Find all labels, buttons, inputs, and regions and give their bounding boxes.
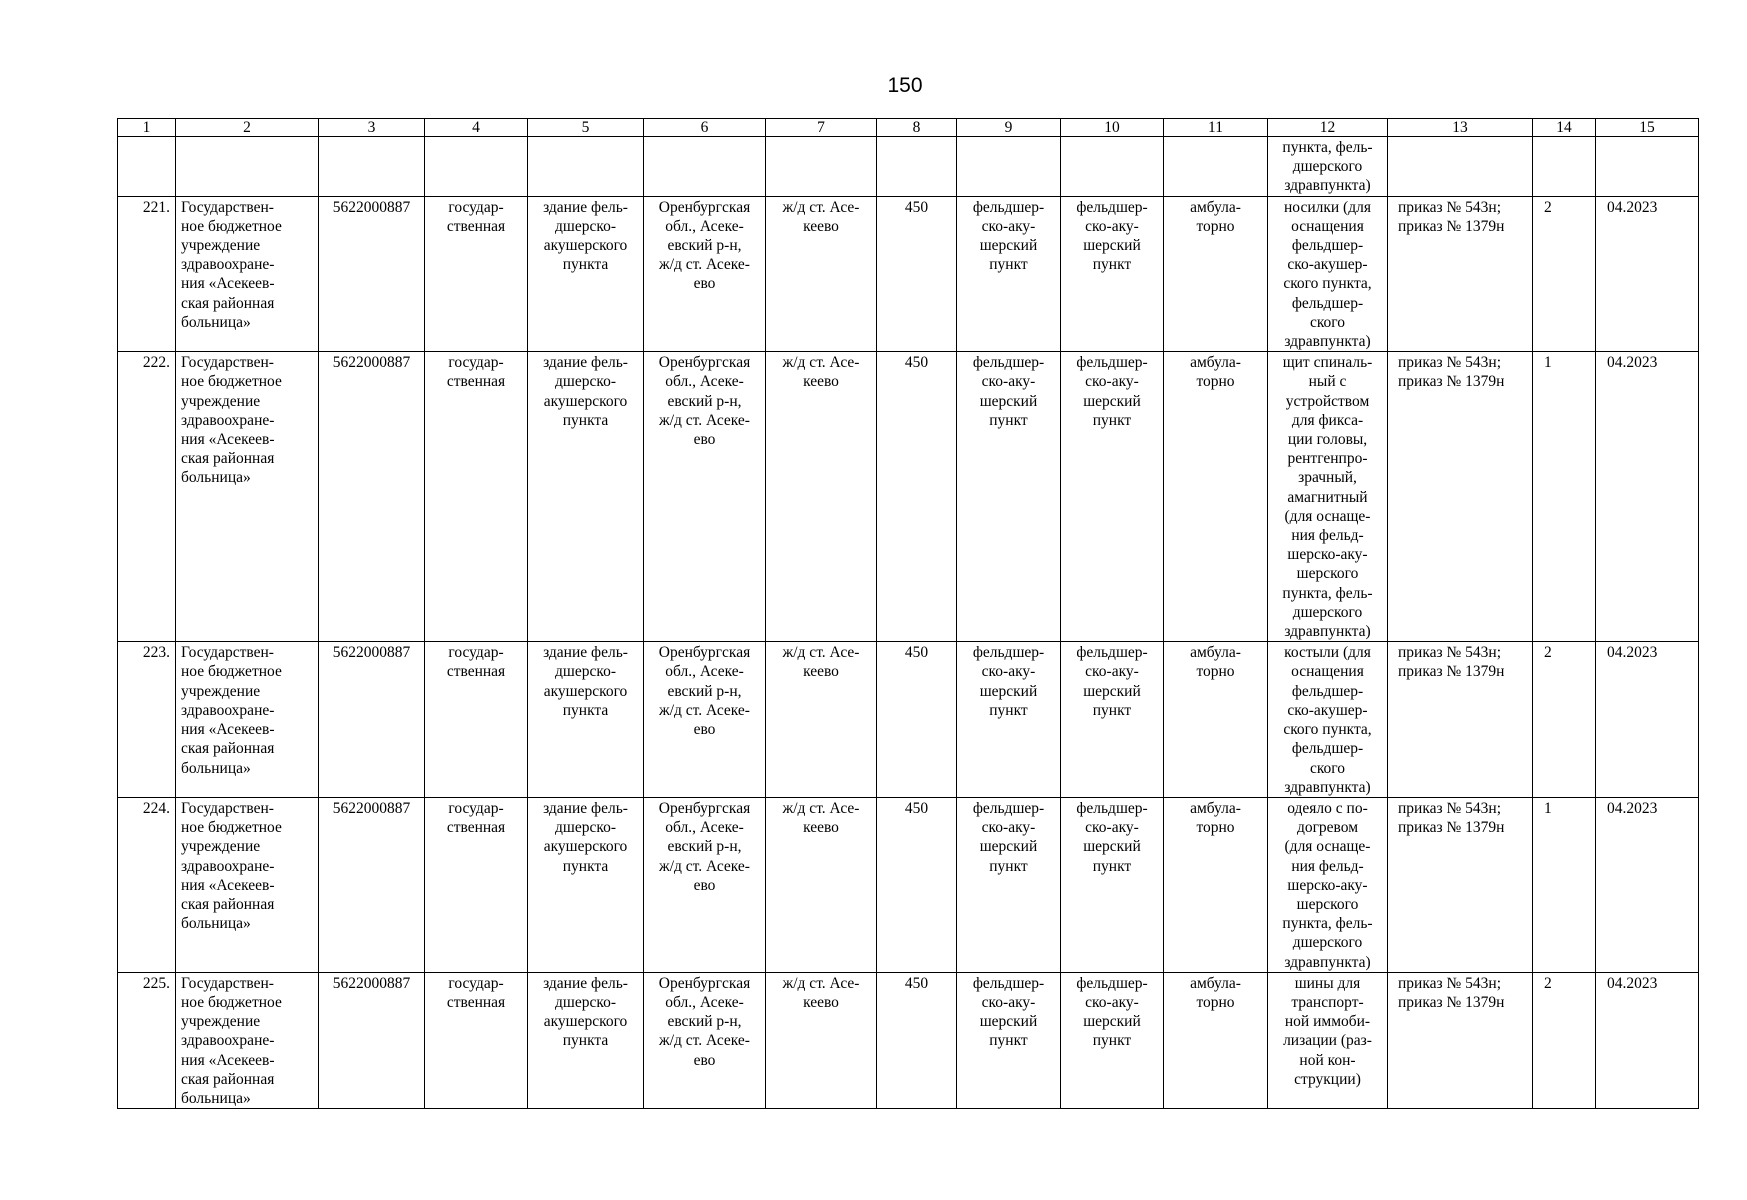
column-number-header: 12 [1268,119,1388,137]
empty-cell [528,137,644,197]
empty-cell [1061,137,1164,197]
empty-cell [425,137,528,197]
date-cell [1596,196,1699,352]
column-number-header: 13 [1388,119,1533,137]
quantity-cell [1533,972,1596,1108]
row-number-cell [118,642,176,798]
unit-type-text: фельдшер- ско-аку- шерский пункт [972,644,1045,719]
quantity-cell [1533,196,1596,352]
organization-text: Государствен- ное бюджетное учреждение здравоохране- ния «Асекеев- ская районная больница» [181,799,282,933]
ownership-cell [425,352,528,642]
unit-name-cell [1061,352,1164,642]
column-number-header: 6 [644,119,766,137]
table-row [118,642,1699,798]
empty-cell [1164,137,1268,197]
inn-text: 5622000887 [332,354,411,372]
table-row [118,352,1699,642]
care-form-text: амбула- торно [1190,799,1241,837]
unit-name-text: фельдшер- ско-аку- шерский пункт [1076,974,1148,1050]
inn-text: 5622000887 [332,644,411,662]
address-text: Оренбургская обл., Асеке- евский р-н, ж/д ст. Асеке- ево [658,644,751,739]
empty-cell [1596,137,1699,197]
care-form-text: амбула- торно [1190,974,1241,1011]
unit-name-cell [1061,196,1164,352]
inn-cell [319,642,425,798]
population-text: 450 [904,644,929,662]
building-text: здание фель- дшерско- акушерского пункта [543,974,628,1050]
unit-name-cell [1061,797,1164,972]
page-number: 150 [887,74,923,97]
equipment-text: щит спиналь- ный с устройством для фикса- ции головы, рентгенпро- зрачный, амагнитный (для оснаще- ния фельд- шерско-аку- шерского пункта, фель- дшерского здравпункта) [1282,354,1373,641]
inn-text: 5622000887 [332,198,411,216]
ownership-text: государ- ственная [446,198,506,235]
unit-name-text: фельдшер- ско-аку- шерский пункт [1076,644,1148,719]
locality-cell [766,642,877,798]
inn-cell [319,797,425,972]
row-number-cell [118,972,176,1108]
unit-name-cell [1061,642,1164,798]
building-cell [528,642,644,798]
order-text: приказ № 543н; приказ № 1379н [1398,644,1505,681]
order-cell [1388,972,1533,1108]
organization-text: Государствен- ное бюджетное учреждение здравоохране- ния «Асекеев- ская районная больница» [181,644,282,777]
continuation-row [118,137,1699,197]
equipment-cell [1268,196,1388,352]
population-text: 450 [904,354,929,372]
equipment-cell [1268,972,1388,1108]
quantity-text: 2 [1544,974,1552,992]
quantity-text: 1 [1544,354,1552,372]
ownership-cell [425,642,528,798]
equipment-text: носилки (для оснащения фельдшер- ско-акушер- ского пункта, фельдшер- ского здравпункта) [1283,198,1372,351]
row-number-cell [118,352,176,642]
address-cell [644,196,766,352]
population-cell [877,797,957,972]
locality-cell [766,797,877,972]
empty-cell [319,137,425,197]
unit-type-cell [957,797,1061,972]
organization-text: Государствен- ное бюджетное учреждение здравоохране- ния «Асекеев- ская районная больница» [181,974,282,1107]
unit-type-cell [957,972,1061,1108]
care-form-cell [1164,797,1268,972]
column-number-header: 5 [528,119,644,137]
quantity-cell [1533,352,1596,642]
locality-text: ж/д ст. Асе- кеево [782,974,860,1011]
column-number-header: 8 [877,119,957,137]
care-form-cell [1164,642,1268,798]
empty-cell [644,137,766,197]
column-number-header: 3 [319,119,425,137]
organization-text: Государствен- ное бюджетное учреждение здравоохране- ния «Асекеев- ская районная больница» [181,198,282,331]
row-number-cell [118,196,176,352]
empty-cell [766,137,877,197]
population-text: 450 [904,799,929,817]
column-number-header: 9 [957,119,1061,137]
organization-cell [176,196,319,352]
date-text: 04.2023 [1607,354,1658,372]
row-number-text: 223. [142,644,170,662]
care-form-cell [1164,352,1268,642]
equipment-continuation-cell [1268,137,1388,197]
row-number-text: 225. [142,974,170,992]
date-cell [1596,642,1699,798]
table-row [118,972,1699,1108]
address-cell [644,797,766,972]
locality-text: ж/д ст. Асе- кеево [782,354,860,391]
date-cell [1596,972,1699,1108]
quantity-cell [1533,642,1596,798]
population-cell [877,972,957,1108]
unit-type-cell [957,642,1061,798]
building-cell [528,797,644,972]
column-number-row [118,119,1699,137]
column-number-header: 4 [425,119,528,137]
table-row [118,196,1699,352]
ownership-cell [425,972,528,1108]
unit-name-text: фельдшер- ско-аку- шерский пункт [1076,354,1148,429]
locality-text: ж/д ст. Асе- кеево [782,799,860,837]
population-cell [877,642,957,798]
date-text: 04.2023 [1607,799,1658,817]
date-text: 04.2023 [1607,974,1658,992]
order-text: приказ № 543н; приказ № 1379н [1398,799,1505,837]
address-cell [644,972,766,1108]
care-form-text: амбула- торно [1190,644,1241,681]
equipment-cell [1268,642,1388,798]
inn-text: 5622000887 [332,974,411,992]
order-cell [1388,642,1533,798]
table-body [118,119,1699,1109]
quantity-cell [1533,797,1596,972]
ownership-text: государ- ственная [446,354,506,391]
organization-cell [176,972,319,1108]
order-cell [1388,797,1533,972]
ownership-cell [425,196,528,352]
care-form-text: амбула- торно [1190,198,1241,235]
unit-type-text: фельдшер- ско-аку- шерский пункт [972,799,1045,875]
address-text: Оренбургская обл., Асеке- евский р-н, ж/д ст. Асеке- ево [658,799,751,894]
building-text: здание фель- дшерско- акушерского пункта [543,198,628,274]
date-text: 04.2023 [1607,644,1658,662]
empty-cell [1388,137,1533,197]
unit-name-cell [1061,972,1164,1108]
unit-name-text: фельдшер- ско-аку- шерский пункт [1076,198,1148,274]
building-text: здание фель- дшерско- акушерского пункта [543,799,628,875]
equipment-text: одеяло с по- догревом (для оснаще- ния фельд- шерско-аку- шерского пункта, фель- дшерского здравпункта) [1282,799,1373,971]
address-text: Оренбургская обл., Асеке- евский р-н, ж/д ст. Асеке- ево [658,198,751,293]
unit-type-text: фельдшер- ско-аку- шерский пункт [972,198,1045,274]
order-cell [1388,352,1533,642]
population-text: 450 [904,198,929,216]
ownership-text: государ- ственная [446,799,506,837]
ownership-text: государ- ственная [446,644,506,681]
equipment-text: костыли (для оснащения фельдшер- ско-акушер- ского пункта, фельдшер- ского здравпункта) [1283,644,1372,796]
quantity-text: 1 [1544,799,1552,817]
address-cell [644,642,766,798]
empty-cell [957,137,1061,197]
ownership-cell [425,797,528,972]
building-text: здание фель- дшерско- акушерского пункта [543,354,628,429]
order-text: приказ № 543н; приказ № 1379н [1398,354,1505,391]
equipment-continuation-text: пункта, фель- дшерского здравпункта) [1282,139,1373,195]
date-cell [1596,352,1699,642]
address-text: Оренбургская обл., Асеке- евский р-н, ж/д ст. Асеке- ево [658,974,751,1069]
date-text: 04.2023 [1607,198,1658,216]
address-cell [644,352,766,642]
equipment-text: шины для транспорт- ной иммоби- лизации (раз- ной кон- струкции) [1283,974,1372,1088]
inn-cell [319,196,425,352]
building-text: здание фель- дшерско- акушерского пункта [543,644,628,719]
building-cell [528,196,644,352]
ownership-text: государ- ственная [446,974,506,1011]
table-row [118,797,1699,972]
care-form-text: амбула- торно [1190,354,1241,391]
population-cell [877,196,957,352]
inn-cell [319,352,425,642]
care-form-cell [1164,196,1268,352]
inn-cell [319,972,425,1108]
column-number-header: 14 [1533,119,1596,137]
row-number-text: 221. [142,198,170,216]
building-cell [528,972,644,1108]
care-form-cell [1164,972,1268,1108]
inn-text: 5622000887 [332,799,411,817]
population-cell [877,352,957,642]
equipment-cell [1268,352,1388,642]
column-number-header: 7 [766,119,877,137]
equipment-cell [1268,797,1388,972]
empty-cell [877,137,957,197]
organization-cell [176,797,319,972]
unit-name-text: фельдшер- ско-аку- шерский пункт [1076,799,1148,875]
date-cell [1596,797,1699,972]
row-number-text: 224. [142,799,170,817]
column-number-header: 2 [176,119,319,137]
locality-cell [766,352,877,642]
organization-cell [176,352,319,642]
locality-text: ж/д ст. Асе- кеево [782,198,860,235]
locality-cell [766,972,877,1108]
unit-type-text: фельдшер- ско-аку- шерский пункт [972,354,1045,429]
organization-cell [176,642,319,798]
column-number-header: 10 [1061,119,1164,137]
population-text: 450 [904,974,929,992]
row-number-text: 222. [142,354,170,372]
empty-cell [176,137,319,197]
column-number-header: 15 [1596,119,1699,137]
unit-type-cell [957,196,1061,352]
order-cell [1388,196,1533,352]
quantity-text: 2 [1544,198,1552,216]
column-number-header: 1 [118,119,176,137]
locality-text: ж/д ст. Асе- кеево [782,644,860,681]
order-text: приказ № 543н; приказ № 1379н [1398,974,1505,1011]
column-number-header: 11 [1164,119,1268,137]
organization-text: Государствен- ное бюджетное учреждение здравоохране- ния «Асекеев- ская районная больница» [181,354,282,487]
quantity-text: 2 [1544,644,1552,662]
unit-type-cell [957,352,1061,642]
locality-cell [766,196,877,352]
order-text: приказ № 543н; приказ № 1379н [1398,198,1505,235]
address-text: Оренбургская обл., Асеке- евский р-н, ж/д ст. Асеке- ево [658,354,751,449]
row-number-cell [118,797,176,972]
registry-table [117,118,1699,1109]
building-cell [528,352,644,642]
empty-cell [118,137,176,197]
unit-type-text: фельдшер- ско-аку- шерский пункт [972,974,1045,1050]
empty-cell [1533,137,1596,197]
